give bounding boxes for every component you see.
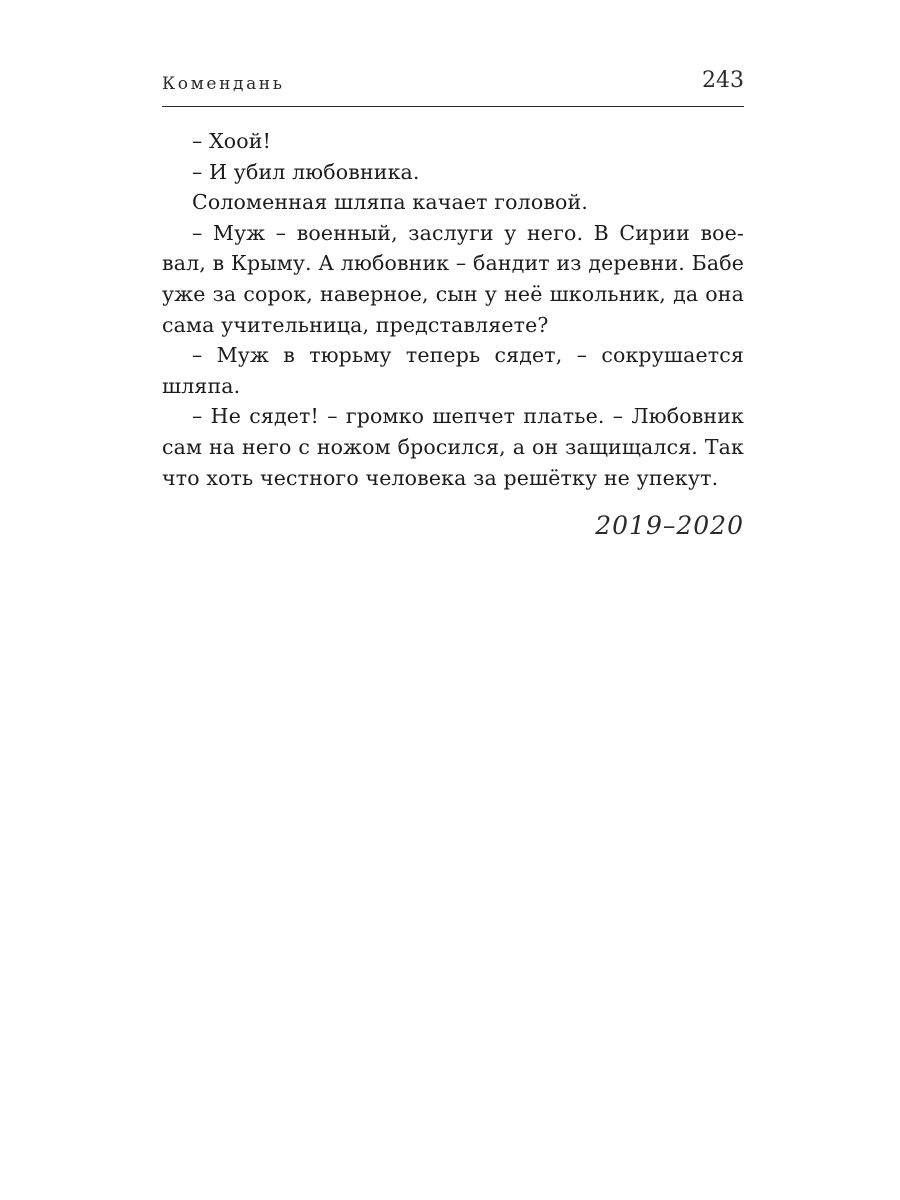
text-line: – Муж – военный, заслуги у него. В Сирии вое- [192, 220, 744, 245]
date-stamp: 2019–2020 [595, 511, 744, 540]
page-number: 243 [702, 68, 744, 93]
text-line: – Хоой! [192, 129, 271, 153]
text-line: вал, в Крыму. А любовник – бандит из деревни. Бабе [162, 251, 744, 276]
running-head [162, 66, 744, 107]
text-line: Соломенная шляпа качает головой. [192, 190, 588, 215]
text-line: – Муж в тюрьму теперь сядет, – сокрушается [192, 343, 744, 368]
text-line: шляпа. [162, 373, 241, 398]
running-title: Комендань [162, 74, 285, 94]
text-line: что хоть честного человека за решётку не упекут. [162, 465, 719, 490]
text-line: сам на него с ножом бросился, а он защищался. Так [162, 434, 744, 459]
text-line: – Не сядет! – громко шепчет платье. – Любовник [192, 404, 744, 429]
text-line: – И убил любовника. [192, 159, 420, 184]
body-text [162, 126, 744, 493]
book-page [162, 0, 744, 1200]
text-line: сама учительница, представляете? [162, 312, 549, 337]
text-line: уже за сорок, наверное, сын у неё школьник, да она [162, 281, 744, 306]
